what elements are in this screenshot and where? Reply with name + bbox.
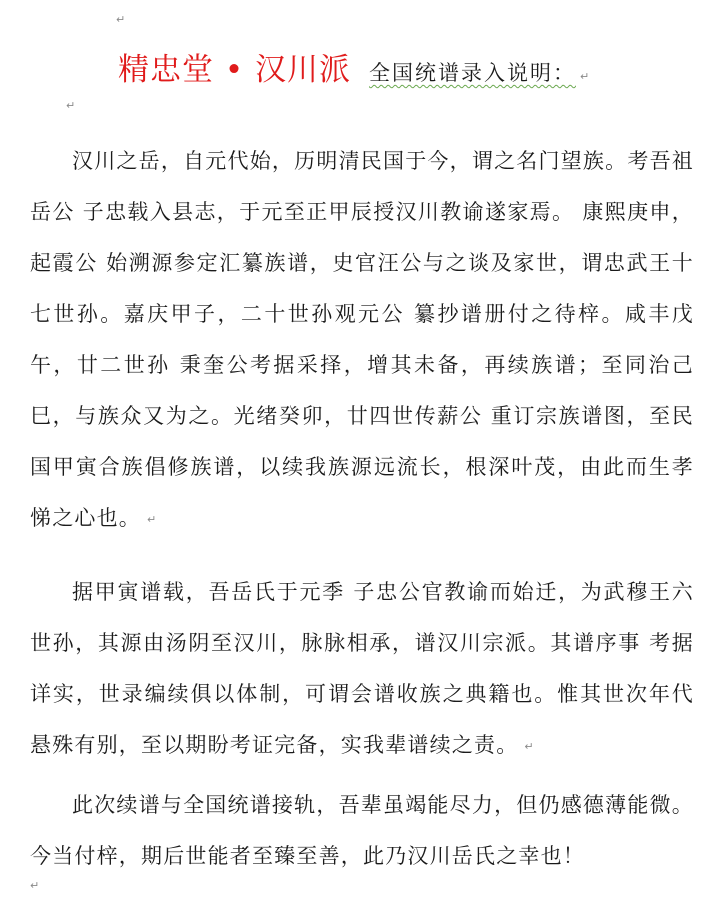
paragraph-mark: ↵ bbox=[524, 740, 535, 753]
document-title bbox=[118, 44, 718, 89]
paragraph-conclusion bbox=[30, 780, 694, 882]
title-hall-name: 精忠堂 • 汉川派 bbox=[118, 52, 351, 88]
title-subtitle: 全国统谱录入说明： bbox=[369, 61, 576, 85]
paragraph-mark: ↵ bbox=[580, 70, 590, 83]
paragraph-history bbox=[30, 136, 694, 545]
paragraph-text: 此次续谱与全国统谱接轨，吾辈虽竭能尽力，但仍感德薄能微。今当付梓，期后世能者至臻至善，此乃汉川岳氏之幸也！ bbox=[30, 793, 694, 868]
paragraph-mark: ↵ bbox=[30, 879, 40, 892]
paragraph-mark: ↵ bbox=[147, 513, 158, 526]
paragraph-mark: ↵ bbox=[66, 99, 76, 112]
document-body bbox=[30, 136, 694, 882]
paragraph-mark: ↵ bbox=[116, 13, 126, 26]
paragraph-jiayin-record bbox=[30, 567, 694, 772]
paragraph-text: 汉川之岳，自元代始，历明清民国于今，谓之名门望族。考吾祖岳公 子忠载入县志，于元至正甲辰授汉川教谕遂家焉。 康熙庚申，起霞公 始溯源参定汇纂族谱，史官汪公与之谈及家世，谓忠武王十七世孙。嘉庆甲子，二十世孙观元公 纂抄谱册付之待梓。咸丰戊午，廿二世孙 秉奎公考据采择，增其未备，再续族谱；至同治己巳，与族众又为之。光绪癸卯，廿四世传薪公 重订宗族谱图，至民国甲寅合族倡修族谱，以续我族源远流长，根深叶茂，由此而生孝悌之心也。 bbox=[30, 149, 694, 530]
paragraph-text: 据甲寅谱载，吾岳氏于元季 子忠公官教谕而始迁，为武穆王六世孙，其源由汤阴至汉川，脉脉相承，谱汉川宗派。其谱序事 考据详实，世录编续俱以体制，可谓会谱收族之典籍也。惟其世次年代悬殊有别，至以期盼考证完备，实我辈谱续之责。 bbox=[30, 580, 694, 757]
